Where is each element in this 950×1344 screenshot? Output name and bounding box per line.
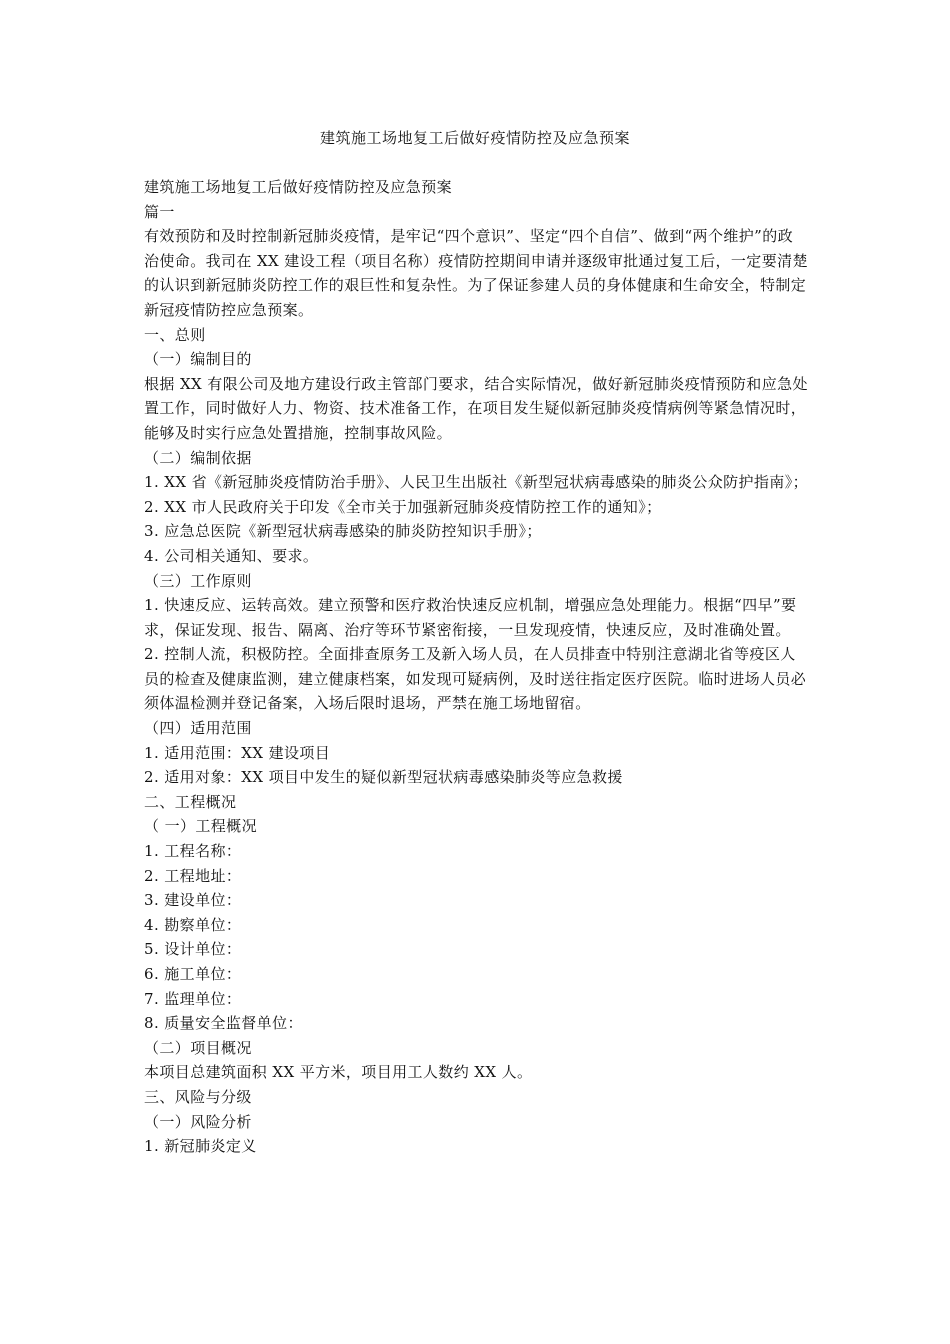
basis-item-3: 3. 应急总医院《新型冠状病毒感染的肺炎防控知识手册》； [144,522,542,541]
overview-item-4: 4. 勘察单位： [144,915,242,934]
subsection-heading-project-summary: （二）项目概况 [144,1038,252,1057]
overview-item-1: 1. 工程名称： [144,842,242,861]
document-title: 建筑施工场地复工后做好疫情防控及应急预案 [319,129,630,147]
purpose-paragraph: 根据 XX 有限公司及地方建设行政主管部门要求，结合实际情况，做好新冠肺炎疫情预防和应急处置工作，同时做好人力、物资、技术准备工作，在项目发生疑似新冠肺炎疫情病例等紧急情况时，能够及时实行应急处置措施，控制事故风险。 [144,374,808,442]
basis-item-4: 4. 公司相关通知、要求。 [144,546,319,565]
overview-item-3: 3. 建设单位： [144,891,242,910]
intro-paragraph: 有效预防和及时控制新冠肺炎疫情，是牢记“四个意识”、坚定“四个自信”、做到“两个维护”的政治使命。我司在 XX 建设工程（项目名称）疫情防控期间申请并逐级审批通过复工后，一定要清楚的认识到新冠肺炎防控工作的艰巨性和复杂性。为了保证参建人员的身体健康和生命安全，特制定新冠疫情防控应急预案。 [144,227,808,319]
subsection-heading-basis: （二）编制依据 [144,448,252,467]
section-heading-general: 一、总则 [144,325,206,344]
overview-item-5: 5. 设计单位： [144,940,242,959]
overview-item-6: 6. 施工单位： [144,965,242,983]
risk-item-1: 1. 新冠肺炎定义 [144,1137,257,1156]
subsection-heading-risk-analysis: （一）风险分析 [144,1112,252,1131]
part-label: 篇一 [144,202,175,221]
basis-item-1: 1. XX 省《新冠肺炎疫情防治手册》、人民卫生出版社《新型冠状病毒感染的肺炎公众防护指南》； [144,473,809,492]
subsection-heading-project-overview: （ 一）工程概况 [144,817,257,836]
overview-item-2: 2. 工程地址： [144,866,242,885]
scope-item-2: 2. 适用对象：XX 项目中发生的疑似新型冠状病毒感染肺炎等应急救援 [144,768,623,787]
section-heading-overview: 二、工程概况 [144,792,237,811]
subtitle: 建筑施工场地复工后做好疫情防控及应急预案 [144,178,453,196]
subsection-heading-principles: （三）工作原则 [144,571,252,590]
basis-item-2: 2. XX 市人民政府关于印发《全市关于加强新冠肺炎疫情防控工作的通知》； [144,497,662,516]
principle-item-1: 1. 快速反应、运转高效。建立预警和医疗救治快速反应机制，增强应急处理能力。根据“四早”要求，保证发现、报告、隔离、治疗等环节紧密衔接，一旦发现疫情，快速反应，及时准确处置。 [144,596,797,639]
subsection-heading-purpose: （一）编制目的 [144,350,252,369]
overview-item-8: 8. 质量安全监督单位： [144,1014,303,1033]
scope-item-1: 1. 适用范围：XX 建设项目 [144,743,331,762]
section-heading-risk: 三、风险与分级 [144,1087,252,1106]
project-summary-paragraph: 本项目总建筑面积 XX 平方米，项目用工人数约 XX 人。 [144,1063,533,1082]
subsection-heading-scope: （四）适用范围 [144,719,252,738]
document-body [144,175,808,1159]
overview-item-7: 7. 监理单位： [144,989,242,1008]
principle-item-2: 2. 控制人流，积极防控。全面排查原务工及新入场人员，在人员排查中特别注意湖北省等疫区人员的检查及健康监测，建立健康档案，如发现可疑病例，及时送往指定医疗医院。临时进场人员必须体温检测并登记备案，入场后限时退场，严禁在施工场地留宿。 [144,645,807,713]
